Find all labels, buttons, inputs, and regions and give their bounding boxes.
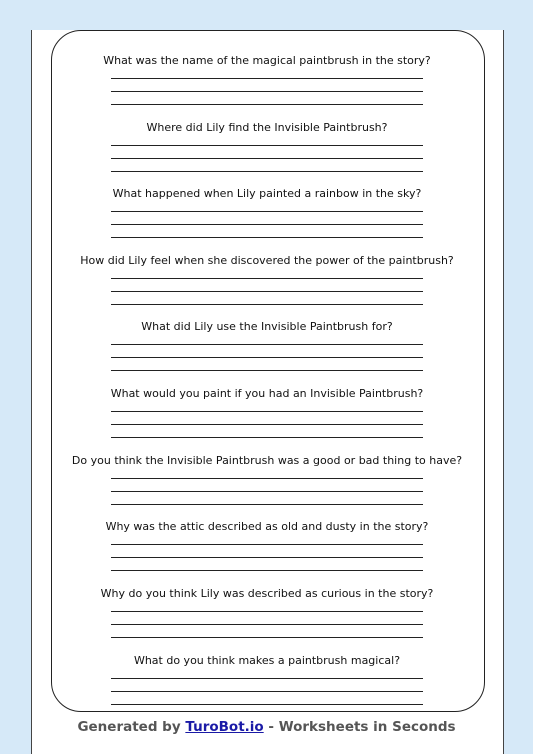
answer-line bbox=[111, 624, 423, 625]
answer-line bbox=[111, 370, 423, 371]
answer-line bbox=[111, 570, 423, 571]
question-2: Where did Lily find the Invisible Paintbrush? bbox=[146, 121, 388, 134]
answer-line bbox=[111, 491, 423, 492]
answer-line bbox=[111, 278, 423, 279]
answer-line bbox=[111, 637, 423, 638]
answer-line bbox=[111, 211, 423, 212]
turobot-link[interactable]: TuroBot.io bbox=[185, 719, 264, 735]
answer-line bbox=[111, 691, 423, 692]
answer-line bbox=[111, 704, 423, 705]
answer-line bbox=[111, 678, 423, 679]
answer-line bbox=[111, 357, 423, 358]
answer-line bbox=[111, 504, 423, 505]
question-6: What would you paint if you had an Invisible Paintbrush? bbox=[110, 387, 424, 400]
answer-line bbox=[111, 344, 423, 345]
question-5: What did Lily use the Invisible Paintbrush for? bbox=[141, 320, 393, 333]
answer-line bbox=[111, 91, 423, 92]
answer-line bbox=[111, 145, 423, 146]
answer-line bbox=[111, 158, 423, 159]
answer-line bbox=[111, 291, 423, 292]
answer-line bbox=[111, 424, 423, 425]
question-3: What happened when Lily painted a rainbow in the sky? bbox=[112, 187, 422, 200]
question-10: What do you think makes a paintbrush magical? bbox=[133, 654, 401, 667]
answer-line bbox=[111, 437, 423, 438]
answer-line bbox=[111, 411, 423, 412]
answer-line bbox=[111, 237, 423, 238]
answer-line bbox=[111, 611, 423, 612]
answer-line bbox=[111, 171, 423, 172]
worksheet-page bbox=[31, 30, 504, 754]
footer-prefix: Generated by bbox=[77, 719, 186, 735]
answer-line bbox=[111, 78, 423, 79]
footer bbox=[0, 719, 533, 735]
question-9: Why do you think Lily was described as curious in the story? bbox=[100, 587, 434, 600]
answer-line bbox=[111, 544, 423, 545]
answer-line bbox=[111, 478, 423, 479]
question-4: How did Lily feel when she discovered the power of the paintbrush? bbox=[80, 254, 454, 267]
question-1: What was the name of the magical paintbrush in the story? bbox=[103, 54, 431, 67]
question-8: Why was the attic described as old and dusty in the story? bbox=[105, 520, 429, 533]
answer-line bbox=[111, 304, 423, 305]
footer-suffix: - Worksheets in Seconds bbox=[263, 719, 456, 735]
answer-line bbox=[111, 104, 423, 105]
answer-line bbox=[111, 557, 423, 558]
question-7: Do you think the Invisible Paintbrush was a good or bad thing to have? bbox=[71, 454, 463, 467]
answer-line bbox=[111, 224, 423, 225]
